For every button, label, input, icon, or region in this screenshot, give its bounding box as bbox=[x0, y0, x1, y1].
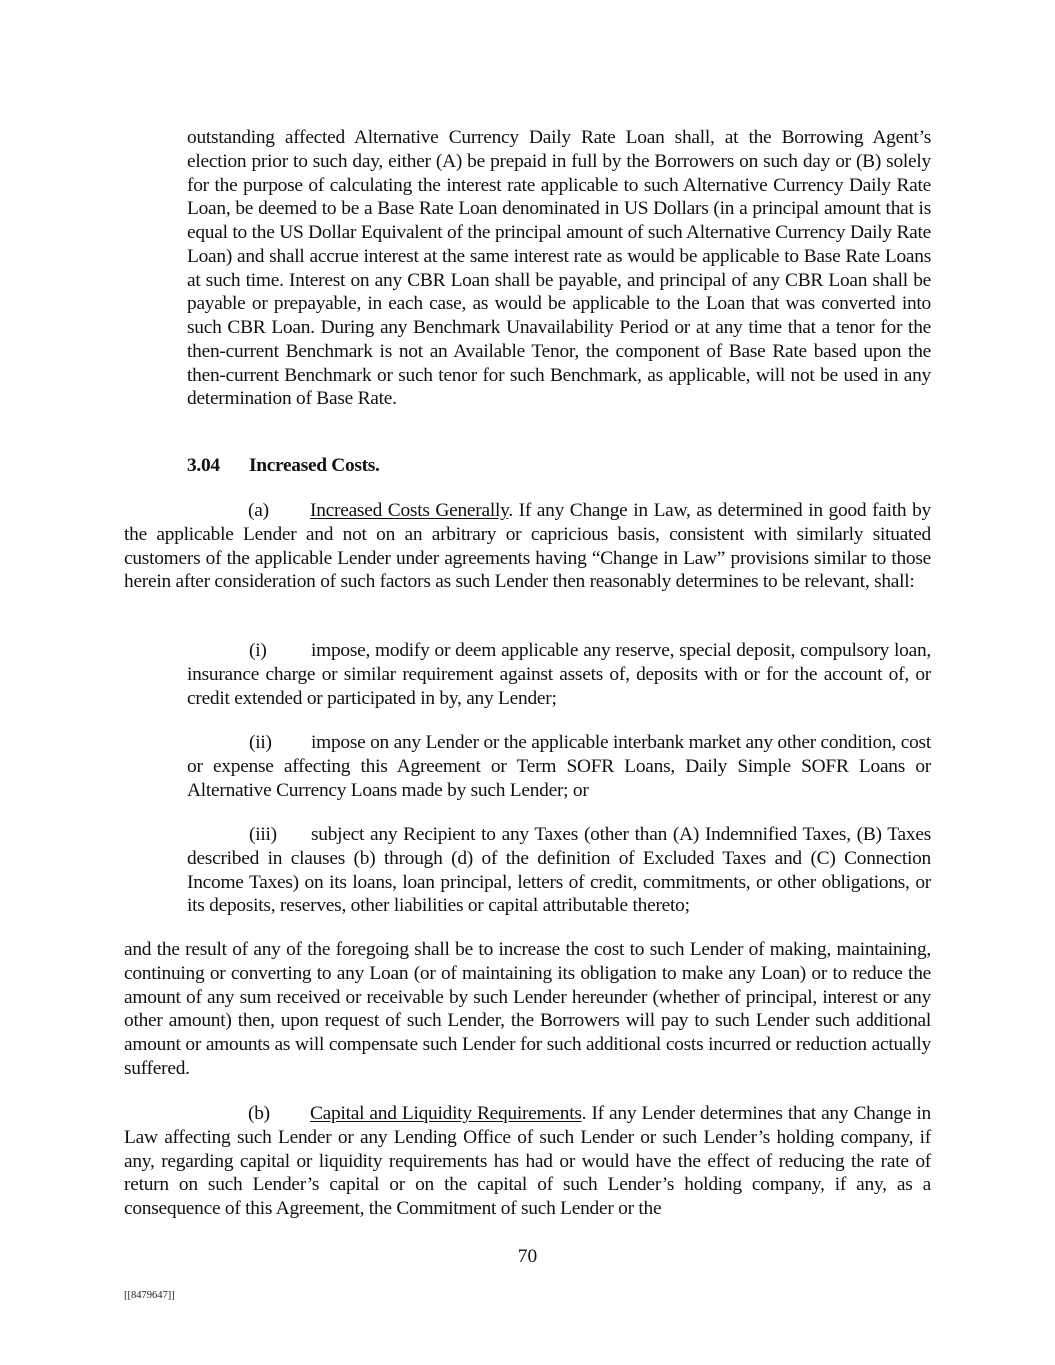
clause-ii-text: impose on any Lender or the applicable interbank market any other condition, cost or expense affecting this Agreement or Term SOFR Loans, Daily Simple SOFR Loans or Alternative Currency Loans made by such Lender; or bbox=[187, 732, 931, 801]
clause-i-label: (i) bbox=[249, 640, 267, 661]
clause-i-text: impose, modify or deem applicable any reserve, special deposit, compulsory loan, insurance charge or similar requirement against assets of, deposits with or for the account of, or credit extended or participated in by, any Lender; bbox=[187, 640, 931, 709]
document-id: [[8479647]] bbox=[124, 1290, 175, 1301]
subsection-a-heading: Increased Costs Generally bbox=[310, 500, 509, 521]
subsection-b-heading: Capital and Liquidity Requirements bbox=[310, 1103, 582, 1124]
clause-i bbox=[187, 639, 931, 710]
section-number: 3.04 bbox=[187, 455, 220, 476]
continuation-paragraph bbox=[187, 126, 931, 411]
clause-iii-label: (iii) bbox=[249, 824, 277, 845]
section-title: Increased Costs. bbox=[249, 455, 380, 476]
clause-iii-text: subject any Recipient to any Taxes (other than (A) Indemnified Taxes, (B) Taxes described in clauses (b) through (d) of the definition of Excluded Taxes and (C) Connection Income Taxes) on its loans, loan principal, letters of credit, commitments, or other obligations, or its deposits, reserves, other liabilities or capital attributable thereto; bbox=[187, 824, 931, 917]
result-paragraph bbox=[124, 938, 931, 1081]
subsection-a bbox=[124, 499, 931, 594]
clause-ii bbox=[187, 731, 931, 802]
result-text: and the result of any of the foregoing shall be to increase the cost to such Lender of making, maintaining, continuing or converting to any Loan (or of maintaining its obligation to make any Loan) or to reduce the amount of any sum received or receivable by such Lender hereunder (whether of principal, interest or any other amount) then, upon request of such Lender, the Borrowers will pay to such Lender such additional amount or amounts as will compensate such Lender for such additional costs incurred or reduction actually suffered. bbox=[124, 939, 931, 1079]
subsection-b bbox=[124, 1102, 931, 1221]
page-number: 70 bbox=[517, 1246, 538, 1267]
subsection-a-label: (a) bbox=[248, 500, 269, 521]
continuation-text: outstanding affected Alternative Currency Daily Rate Loan shall, at the Borrowing Agent’s election prior to such day, either (A) be prepaid in full by the Borrowers on such day or (B) solely for the purpose of calculating the interest rate applicable to such Alternative Currency Daily Rate Loan, be deemed to be a Base Rate Loan denominated in US Dollars (in a principal amount that is equal to the US Dollar Equivalent of the principal amount of such Alternative Currency Daily Rate Loan) and shall accrue interest at the same interest rate as would be applicable to Base Rate Loans at such time. Interest on any CBR Loan shall be payable, and principal of any CBR Loan shall be payable or prepayable, in each case, as would be applicable to the Loan that was converted into such CBR Loan. During any Benchmark Unavailability Period or at any time that a tenor for the then-current Benchmark is not an Available Tenor, the component of Base Rate based upon the then-current Benchmark or such tenor for such Benchmark, as applicable, will not be used in any determination of Base Rate. bbox=[187, 127, 931, 410]
subsection-b-label: (b) bbox=[248, 1103, 270, 1124]
clause-ii-label: (ii) bbox=[249, 732, 272, 753]
clause-iii bbox=[187, 823, 931, 918]
subsection-a-text: . If any Change in Law, as determined in good faith by the applicable Lender and not on an arbitrary or capricious basis, consistent with similarly situated customers of the applicable Lender under agreements having “Change in Law” provisions similar to those herein after consideration of such factors as such Lender then reasonably determines to be relevant, shall: bbox=[124, 500, 931, 593]
subsection-b-text: . If any Lender determines that any Change in Law affecting such Lender or any Lending Office of such Lender or such Lender’s holding company, if any, regarding capital or liquidity requirements has had or would have the effect of reducing the rate of return on such Lender’s capital or on the capital of such Lender’s holding company, if any, as a consequence of this Agreement, the Commitment of such Lender or the bbox=[124, 1103, 931, 1219]
section-heading bbox=[187, 455, 380, 477]
